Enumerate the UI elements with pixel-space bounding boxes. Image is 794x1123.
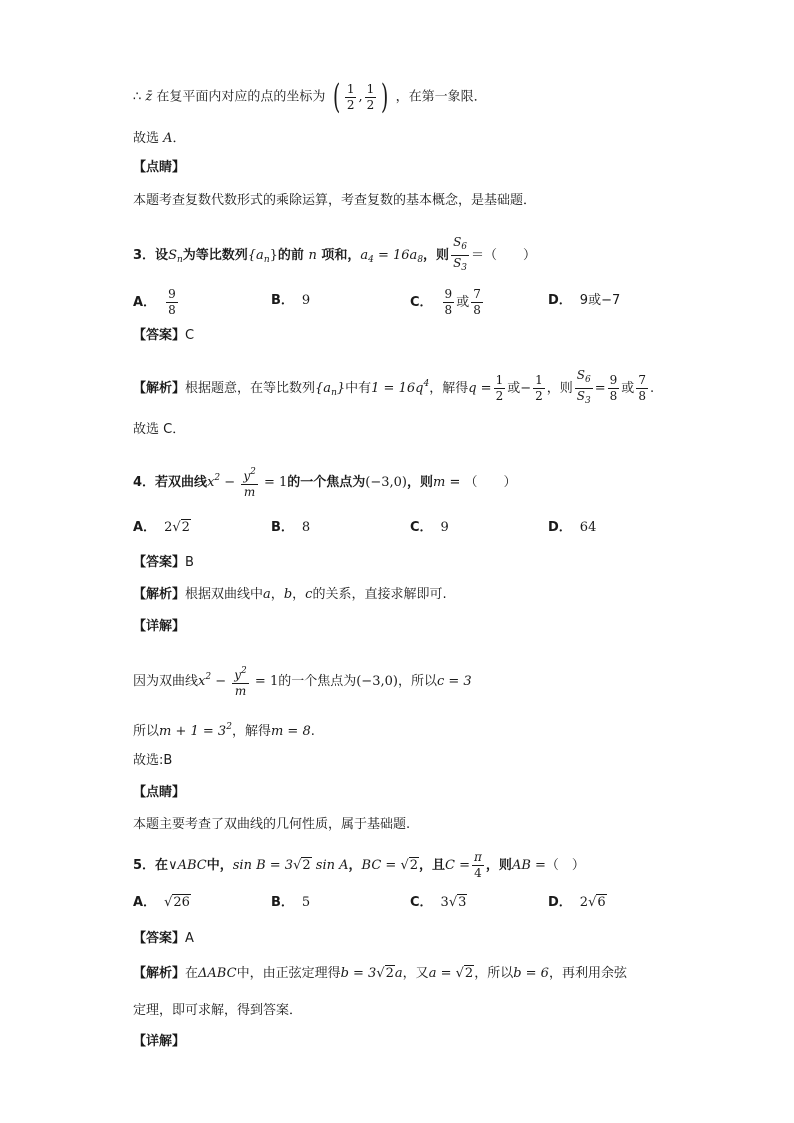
q4-option-d: D． 64 [548, 520, 597, 535]
q4-option-c: C． 9 [410, 520, 449, 535]
q4-solution: 【解析】根据双曲线中a，b，c的关系，直接求解即可. [133, 587, 447, 602]
q4-note-body: 本题主要考查了双曲线的几何性质，属于基础题. [133, 817, 411, 832]
q4-choose: 故选:B [133, 753, 173, 768]
q5-option-b: B． 5 [271, 895, 311, 910]
question-5-stem: 5．在∨ABC中，sin B = 3√2 sin A，BC = √2，且C = $\frac{\pi}{4}$ ，则AB =（ ） [133, 850, 585, 880]
q5-option-a: A． √26 [133, 895, 190, 910]
choose-line: 故选 A． [133, 131, 186, 146]
q4-option-a: A． 2√2 [133, 520, 190, 535]
q3-answer: 【答案】C [133, 328, 195, 343]
q5-solution: 【解析】在ΔABC中，由正弦定理得b = 3√2a，又a = √2，所以b = 6，再利用余弦 [133, 966, 627, 981]
q4-detail-heading: 【详解】 [133, 619, 186, 634]
q4-answer: 【答案】B [133, 555, 194, 570]
q4-note-heading: 【点睛】 [133, 785, 186, 800]
q5-answer: 【答案】A [133, 931, 194, 946]
question-4-stem: 4．若双曲线$x^2$ − $\frac{y^2}{m}$ = 1的一个焦点为(−3,0)，则m = （ ） [133, 467, 517, 499]
q3-option-b: B． 9 [271, 293, 311, 308]
q3-choose: 故选 C． [133, 422, 186, 437]
q3-option-c: C． $\frac{9}{8}$ 或 $\frac{7}{8}$ [410, 287, 481, 317]
q5-solution-line-2: 定理，即可求解，得到答案． [133, 1003, 303, 1018]
q3-option-a: A． $\frac{9}{8}$ [133, 287, 176, 317]
q3-solution: 【解析】根据题意，在等比数列$\{a_n\}$中有$1 = 16q^4$，解得q = $\frac{1}{2}$ 或− $\frac{1}{2}$ ，则 $\frac{S_6}{S_3}$ = $\frac{9}{8}$ 或 $\frac{7}{8}$ . [133, 368, 655, 406]
q5-option-c: C． 3√3 [410, 895, 467, 910]
conclusion-line: ∴ z̄ 在复平面内对应的点的坐标为 ( $\frac{1}{2}$ , $\frac{1}{2}$ ) ，在第一象限． [133, 77, 487, 117]
question-3-stem: 3．设$S_n$为等比数列$\{a_n\}$的前 n 项和，$a_4 = 16a_8$，则 $\frac{S_6}{S_3}$ ＝（ ） [133, 235, 537, 273]
q5-detail-heading: 【详解】 [133, 1034, 186, 1049]
note-body: 本题考查复数代数形式的乘除运算，考查复数的基本概念，是基础题． [133, 193, 537, 208]
q5-option-d: D． 2√6 [548, 895, 606, 910]
note-heading: 【点睛】 [133, 160, 186, 175]
q4-option-b: B． 8 [271, 520, 311, 535]
q4-detail-line-2: 所以$m + 1 = 3^2$，解得m = 8. [133, 722, 315, 739]
q4-detail-line-1: 因为双曲线$x^2$ − $\frac{y^2}{m}$ = 1的一个焦点为(−3,0)，所以c = 3 [133, 666, 472, 698]
q3-option-d: D． 9或−7 [548, 293, 621, 308]
